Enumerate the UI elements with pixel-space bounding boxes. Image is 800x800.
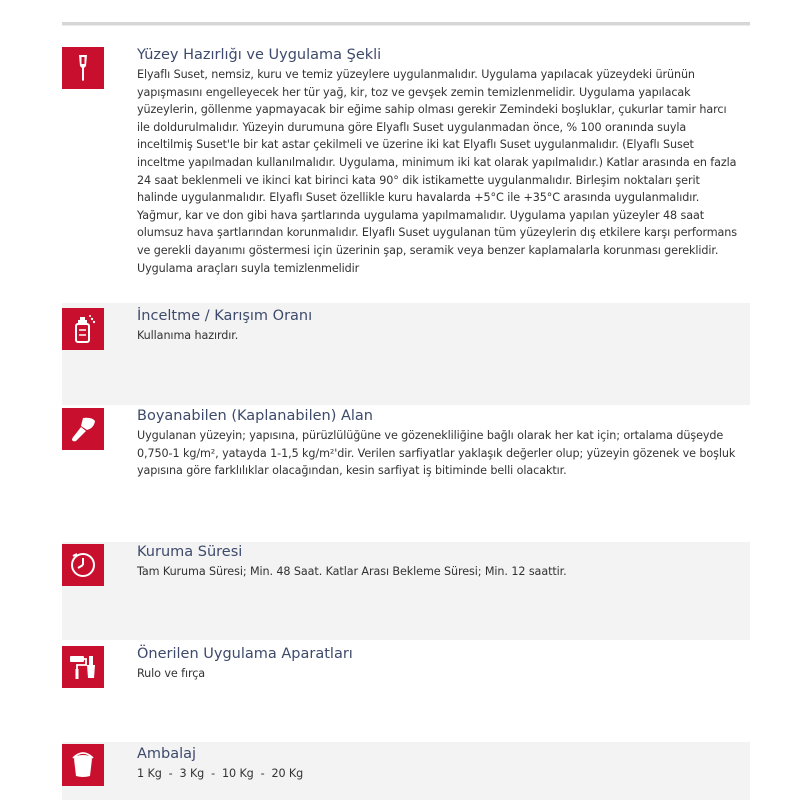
- section-surface-prep: [62, 47, 750, 287]
- clock-icon: [62, 544, 104, 586]
- section-body: Tam Kuruma Süresi; Min. 48 Saat. Katlar Arası Bekleme Süresi; Min. 12 saattir.: [137, 565, 567, 578]
- paint-brush-icon: [62, 408, 104, 450]
- paint-bucket-icon: [62, 744, 104, 786]
- top-divider: [62, 22, 750, 26]
- section-title: Yüzey Hazırlığı ve Uygulama Şekli: [137, 47, 382, 63]
- section-title: Kuruma Süresi: [137, 544, 243, 560]
- section-title: Ambalaj: [137, 746, 197, 762]
- section-body: Kullanıma hazırdır.: [137, 329, 239, 342]
- section-thinning: [62, 303, 750, 405]
- section-drying-time: [62, 542, 750, 640]
- section-body: Uygulanan yüzeyin; yapısına, pürüzlülüğüne ve gözenekliliğine bağlı olarak her kat için; ortalama düşeyde 0,750-1 kg/m², yatayda 1-1,5 kg/m²'dir. Verilen sarfiyatlar yaklaşık değerler olup; yüzeyin gözenek ve boşluk yapısına göre farklılıklar olacağından, kesin sarfiyat iş bitiminde belli olacaktır.: [137, 429, 736, 478]
- roller-brush-icon: [62, 646, 104, 688]
- section-body: Rulo ve fırça: [137, 667, 206, 680]
- section-title: İnceltme / Karışım Oranı: [137, 308, 313, 324]
- section-packaging: [62, 742, 750, 800]
- spray-can-icon: [62, 308, 104, 350]
- section-body: 1 Kg - 3 Kg - 10 Kg - 20 Kg: [137, 767, 304, 780]
- section-title: Önerilen Uygulama Aparatları: [137, 646, 353, 662]
- section-body: Elyaflı Suset, nemsiz, kuru ve temiz yüzeylere uygulanmalıdır. Uygulama yapılacak yüzeydeki ürünün yapışmasını engelleyecek her tür yağ, kir, toz ve gevşek zemin temizlenmelidir. Uygulama yapılacak yüzeylerin, göllenme yapmayacak bir eğime sahip olması gerekir Zemindeki boşluklar, çukurlar tamir harcı ile doldurulmalıdır. Yüzeyin durumuna göre Elyaflı Suset uygulanmadan önce, % 100 oranında suyla inceltilmiş Suset'le bir kat astar çekilmeli ve üzerine iki kat Elyaflı Suset uygulanmalıdır. (Elyaflı Suset inceltme yapılmadan kullanılmalıdır. Uygulama, minimum iki kat olarak yapılmalıdır.) Katlar arasında en fazla 24 saat beklenmeli ve ikinci kat birinci kata 90° dik istikamette uygulanmalıdır. Birleşim noktaları şerit halinde uygulanmalıdır. Elyaflı Suset özellikle kuru havalarda +5°C ile +35°C arasında uygulanmalıdır. Yağmur, kar ve don gibi hava şartlarında uygulama yapılmamalıdır. Uygulama yapılan yüzeyler 48 saat olumsuz hava şartlarından korunmalıdır. Elyaflı Suset uygulanan tüm yüzeylerin dış etkilere karşı performans ve gerekli dayanımı göstermesi için üzerinin şap, seramik veya benzer kaplamalarla korunması gereklidir. Uygulama araçları suyla temizlenmelidir: [137, 68, 738, 275]
- section-title: Boyanabilen (Kaplanabilen) Alan: [137, 408, 373, 424]
- section-tools: [62, 646, 750, 726]
- brush-tip-icon: [62, 47, 104, 89]
- section-coverage: [62, 405, 750, 520]
